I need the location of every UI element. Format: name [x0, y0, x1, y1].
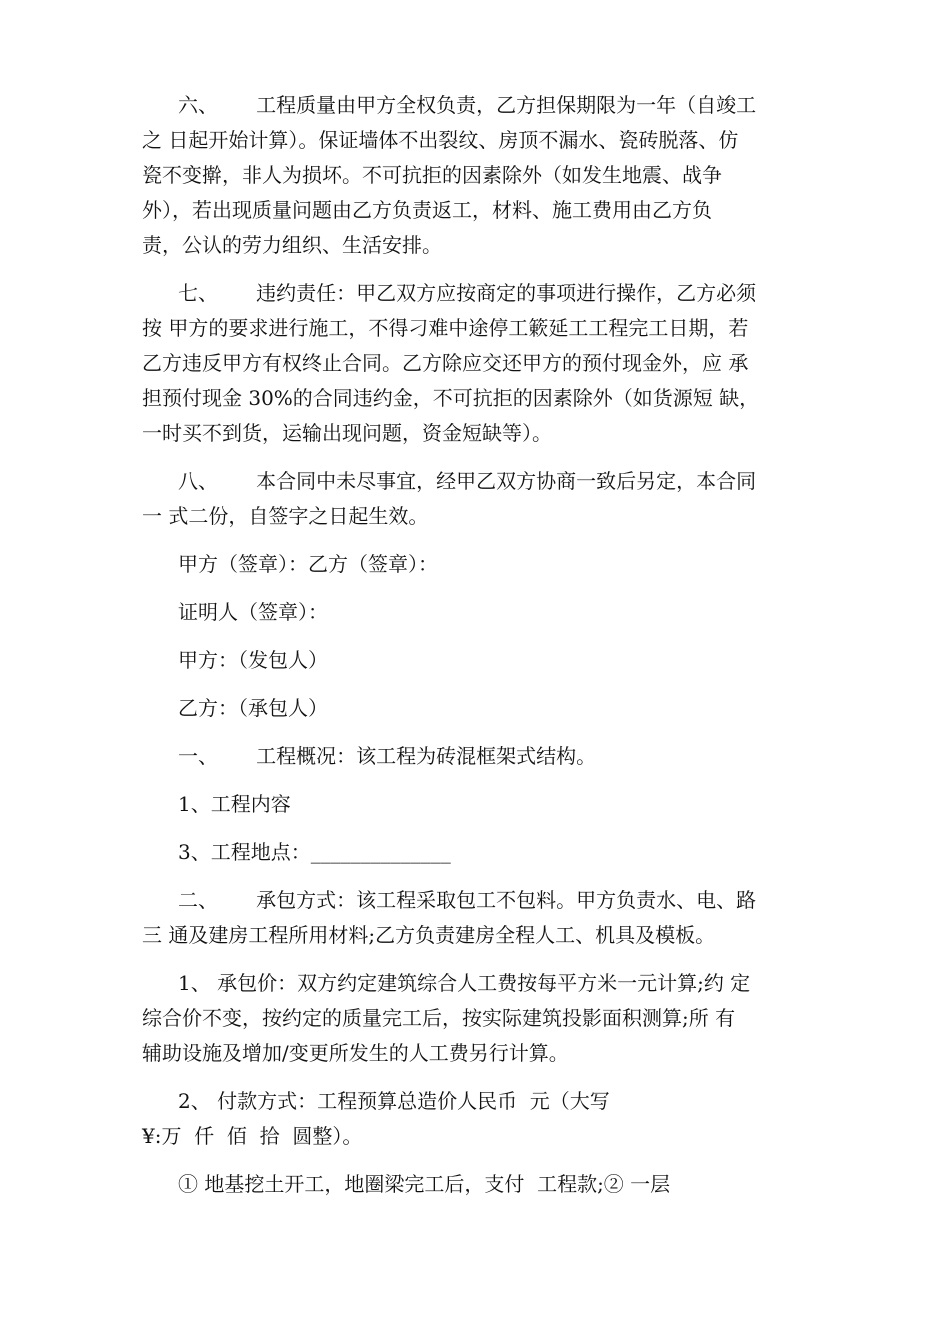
text-line: 六、 工程质量由甲方全权负责，乙方担保期限为一年（自竣工: [178, 93, 757, 117]
text-line: 一 式二份，自签字之日起生效。: [142, 504, 429, 528]
clause-six: [142, 88, 832, 263]
text-line: 三 通及建房工程所用材料;乙方负责建房全程人工、机具及模板。: [142, 923, 716, 947]
party-b: [142, 691, 832, 726]
text-line: 乙方违反甲方有权终止合同。乙方除应交还甲方的预付现金外，应 承: [142, 351, 749, 375]
text-line: 一、 工程概况：该工程为砖混框架式结构。: [178, 744, 597, 768]
project-content: [142, 787, 832, 822]
project-location: [142, 835, 832, 870]
clause-eight: [142, 464, 832, 534]
text-line: 辅助设施及增加/变更所发生的人工费另行计算。: [142, 1041, 569, 1065]
text-line: ① 地基挖土开工，地圈梁完工后，支付 工程款;② 一层: [178, 1172, 671, 1196]
text-line: 瓷不变擀，非人为损坏。不可抗拒的因素除外（如发生地震、战争: [142, 163, 722, 187]
clause-seven: [142, 276, 832, 451]
text-line: ¥:万 仟 佰 拾 圆整）。: [142, 1124, 363, 1148]
text-line: 1、 承包价：双方约定建筑综合人工费按每平方米一元计算;约 定: [178, 971, 751, 995]
text-line: 八、 本合同中未尽事宜，经甲乙双方协商一致后另定，本合同: [178, 469, 757, 493]
payment-method: [142, 1084, 832, 1154]
text-line: 1、工程内容: [178, 792, 291, 816]
contract-price: [142, 966, 832, 1071]
clause-two-contract-mode: [142, 883, 832, 953]
text-line: 责，公认的劳力组织、生活安排。: [142, 233, 442, 257]
text-line: 按 甲方的要求进行施工，不得刁难中途停工簌延工工程完工日期，若: [142, 316, 749, 340]
text-line: 2、 付款方式：工程预算总造价人民币 元（大写: [178, 1089, 610, 1113]
payment-schedule: [142, 1167, 832, 1202]
document-body: [142, 88, 832, 1215]
text-line: 担预付现金 30%的合同违约金，不可抗拒的因素除外（如货源短 缺，: [142, 386, 760, 410]
text-line: 甲方：（发包人）: [178, 648, 328, 672]
party-a: [142, 643, 832, 678]
text-line: 乙方：（承包人）: [178, 696, 328, 720]
text-line: 外），若出现质量问题由乙方负责返工，材料、施工费用由乙方负: [142, 198, 712, 222]
signature-parties: [142, 547, 832, 582]
text-line: 之 日起开始计算）。保证墙体不出裂纹、房顶不漏水、瓷砖脱落、仿: [142, 128, 739, 152]
text-line: 证明人（签章）：: [178, 600, 328, 624]
text-line: 七、 违约责任：甲乙双方应按商定的事项进行操作，乙方必须: [178, 281, 757, 305]
text-line: 一时买不到货，运输出现问题，资金短缺等）。: [142, 421, 552, 445]
signature-witness: [142, 595, 832, 630]
text-line: 甲方（签章）：乙方（签章）：: [178, 552, 438, 576]
text-line: 3、工程地点：______________: [178, 840, 451, 864]
text-line: 综合价不变，按约定的质量完工后，按实际建筑投影面积测算;所 有: [142, 1006, 736, 1030]
text-line: 二、 承包方式：该工程采取包工不包料。甲方负责水、电、路: [178, 888, 757, 912]
clause-one-overview: [142, 739, 832, 774]
